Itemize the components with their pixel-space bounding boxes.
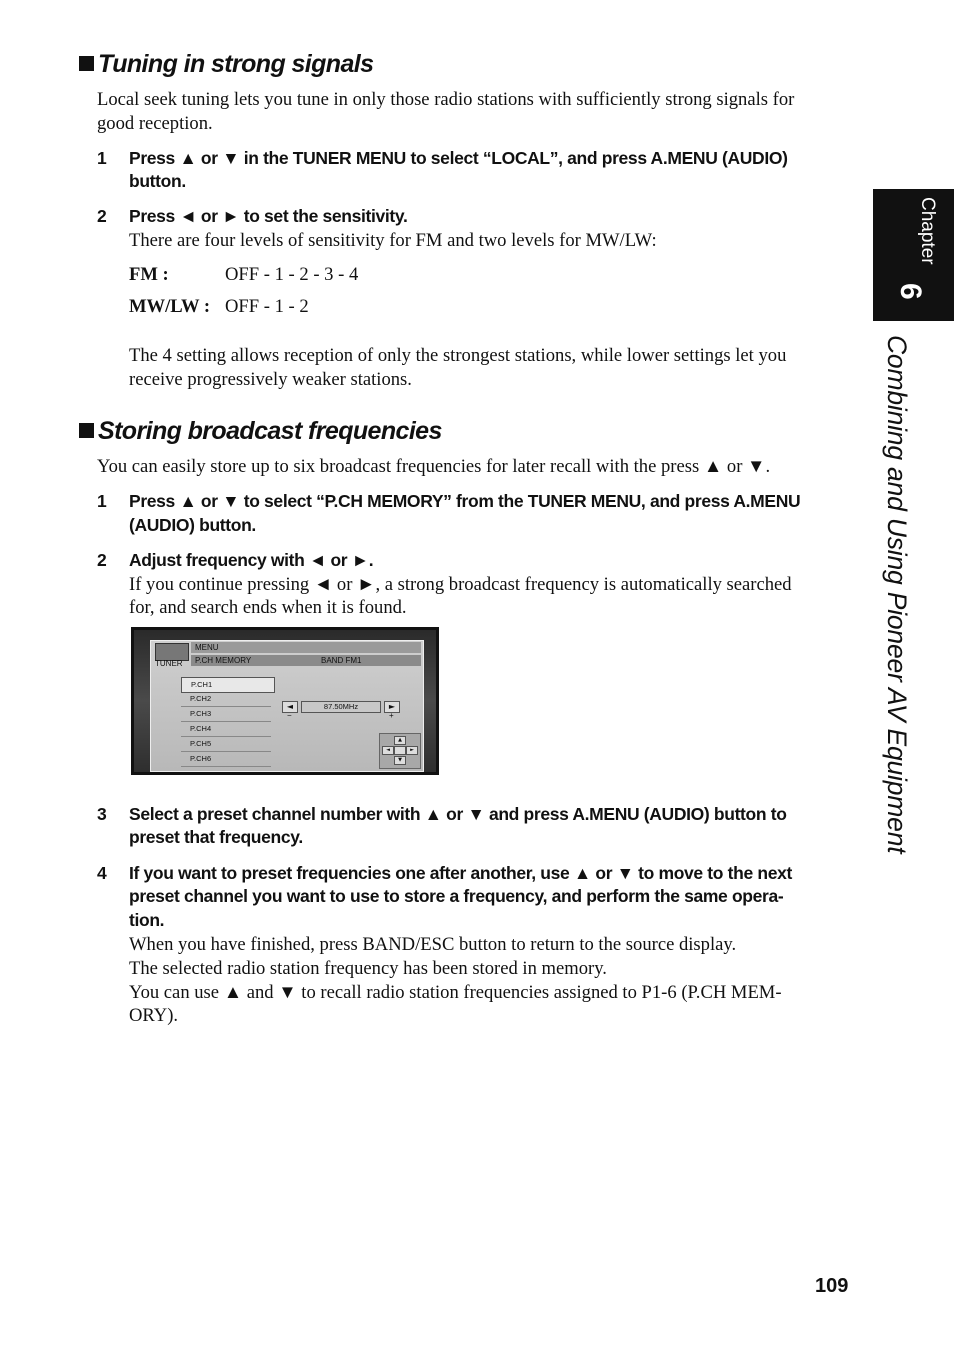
frequency-display: 87.50MHz <box>301 701 381 713</box>
note-line2: receive progressively weaker stations. <box>129 369 412 390</box>
screen-source-label: TUNER <box>155 659 183 668</box>
tuning-intro-line1: Local seek tuning lets you tune in only those radio stations with sufficiently strong signals for <box>97 89 795 110</box>
step-text: (AUDIO) button. <box>129 515 256 535</box>
step-body: ORY). <box>129 1005 179 1026</box>
preset-row[interactable]: P.CH1 <box>181 677 275 693</box>
screen-mode-label: P.CH MEMORY <box>195 656 252 665</box>
step-text: preset channel you want to use to store a frequency, and perform the same opera- <box>129 886 784 906</box>
tuning-intro-line2: good reception. <box>97 113 213 134</box>
right-arrow-icon[interactable]: ► <box>406 746 418 755</box>
step-text: Adjust frequency with ◄ or ►. <box>129 550 374 570</box>
chapter-tab <box>873 189 954 321</box>
square-bullet-icon <box>79 423 94 438</box>
preset-row[interactable]: P.CH3 <box>181 707 271 722</box>
screen-band-label: BAND FM1 <box>321 656 362 665</box>
section-heading-tuning: Tuning in strong signals <box>79 50 373 79</box>
step-text: Select a preset channel number with ▲ or ▼ and press A.MENU (AUDIO) button to <box>129 804 787 824</box>
preset-row[interactable]: P.CH2 <box>181 692 271 707</box>
storing-intro: You can easily store up to six broadcast frequencies for later recall with the press ▲ or ▼. <box>97 456 771 477</box>
page-number: 109 <box>815 1275 849 1297</box>
screen-menu-label: MENU <box>195 643 219 652</box>
step-body: When you have finished, press BAND/ESC button to return to the source display. <box>129 934 737 955</box>
tuner-panel <box>150 640 424 772</box>
step-number: 1 <box>97 491 107 511</box>
square-bullet-icon <box>79 56 94 71</box>
fm-label: FM : <box>129 264 169 285</box>
step-body: for, and search ends when it is found. <box>129 597 407 618</box>
center-button[interactable] <box>394 746 406 755</box>
chapter-number: 6 <box>894 283 927 300</box>
chapter-word: Chapter <box>917 197 938 265</box>
minus-label: − <box>287 711 292 720</box>
preset-row[interactable]: P.CH4 <box>181 722 271 737</box>
seek-up-button[interactable]: ► <box>384 701 400 713</box>
step-text: Press ▲ or ▼ in the TUNER MENU to select “LOCAL”, and press A.MENU (AUDIO) <box>129 148 788 168</box>
chapter-title: Combining and Using Pioneer AV Equipment <box>882 335 912 854</box>
step-number: 2 <box>97 550 107 570</box>
plus-label: + <box>389 711 394 720</box>
step-number: 3 <box>97 804 107 824</box>
step-number: 1 <box>97 148 107 168</box>
seek-down-button[interactable]: ◄ <box>282 701 298 713</box>
preset-row[interactable]: P.CH5 <box>181 737 271 752</box>
step-number: 4 <box>97 863 107 883</box>
step-text: preset that frequency. <box>129 827 303 847</box>
tuner-screen-image <box>131 627 439 775</box>
step-body: If you continue pressing ◄ or ►, a strong broadcast frequency is automatically searched <box>129 574 792 595</box>
left-arrow-icon[interactable]: ◄ <box>382 746 394 755</box>
step-number: 2 <box>97 206 107 226</box>
mwlw-value: OFF - 1 - 2 <box>225 296 309 317</box>
preset-row[interactable]: P.CH6 <box>181 752 271 767</box>
step-text: If you want to preset frequencies one after another, use ▲ or ▼ to move to the next <box>129 863 792 883</box>
down-arrow-icon[interactable]: ▼ <box>394 756 406 765</box>
step-text: tion. <box>129 910 165 930</box>
section-heading-storing: Storing broadcast frequencies <box>79 417 442 446</box>
step-text: Press ▲ or ▼ to select “P.CH MEMORY” from the TUNER MENU, and press A.MENU <box>129 491 801 511</box>
joystick-pad <box>379 733 421 769</box>
fm-value: OFF - 1 - 2 - 3 - 4 <box>225 264 359 285</box>
step-body: You can use ▲ and ▼ to recall radio station frequencies assigned to P1-6 (P.CH MEM- <box>129 982 782 1003</box>
step-text: button. <box>129 171 186 191</box>
up-arrow-icon[interactable]: ▲ <box>394 736 406 745</box>
mwlw-label: MW/LW : <box>129 296 211 317</box>
step-body: The selected radio station frequency has been stored in memory. <box>129 958 607 979</box>
sensitivity-text: There are four levels of sensitivity for FM and two levels for MW/LW: <box>129 230 657 251</box>
note-line1: The 4 setting allows reception of only the strongest stations, while lower settings let you <box>129 345 787 366</box>
step-text: Press ◄ or ► to set the sensitivity. <box>129 206 408 226</box>
